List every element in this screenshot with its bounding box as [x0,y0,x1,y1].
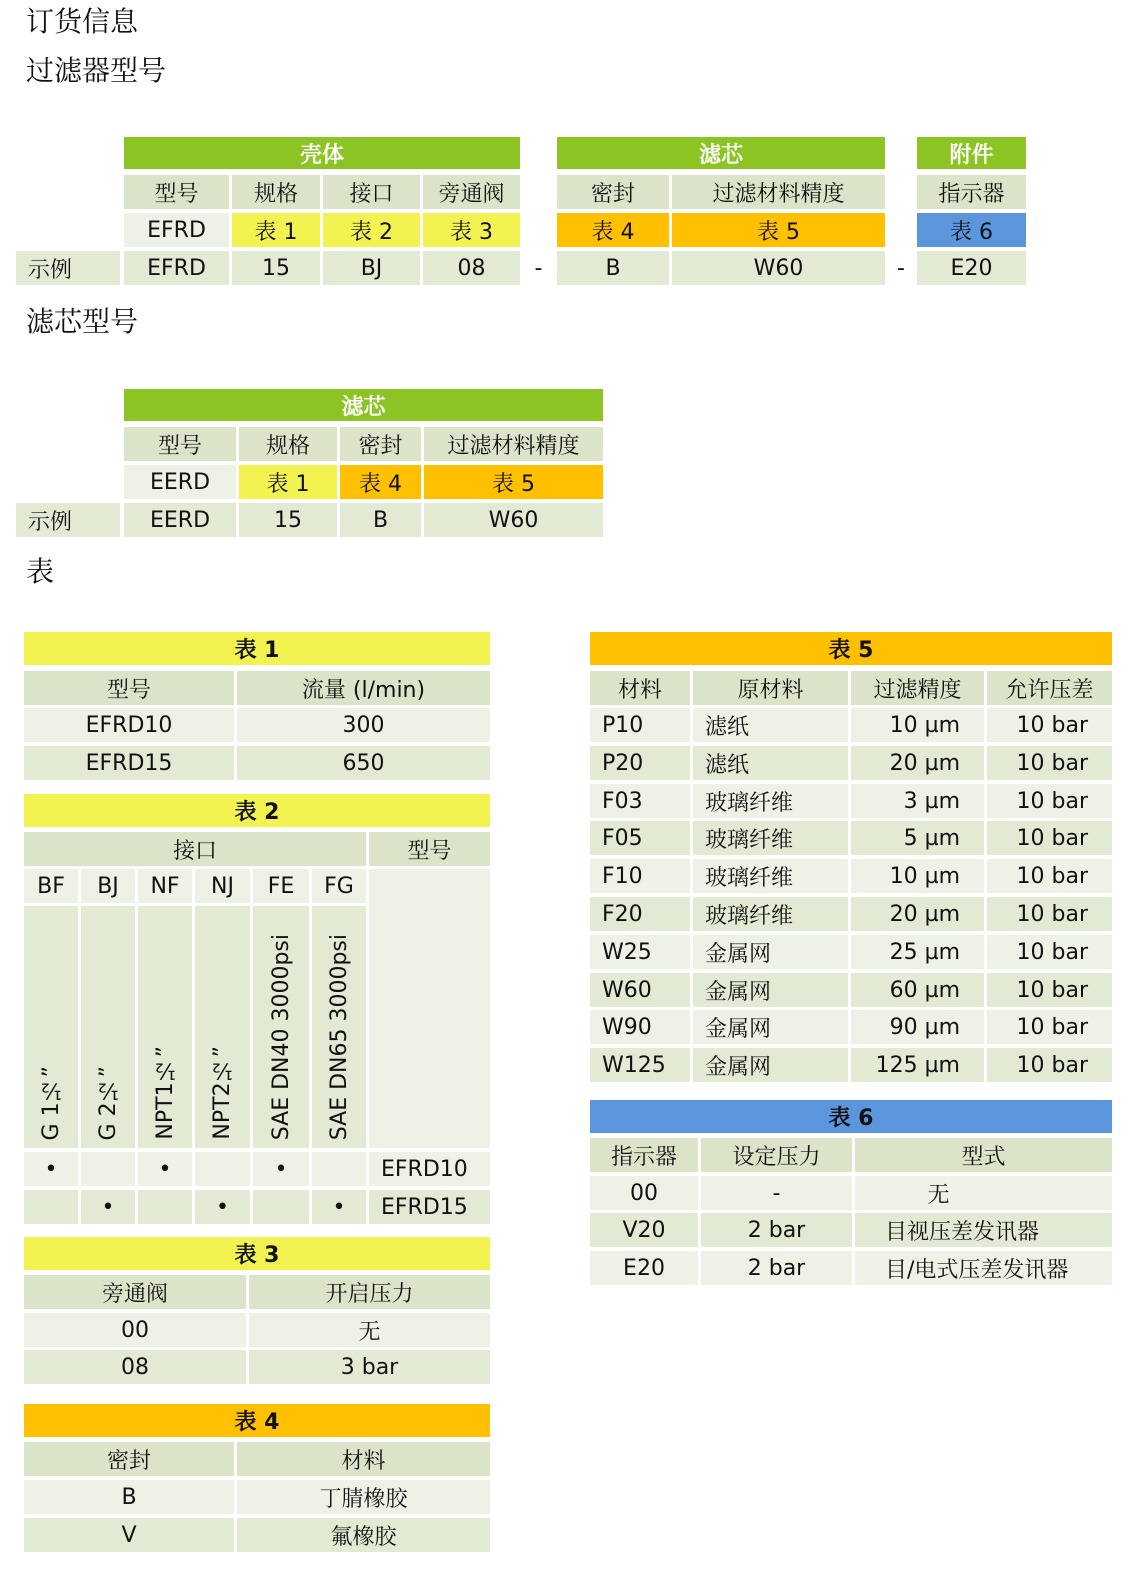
example-port: BJ [323,251,420,285]
table-cell: W125 [590,1048,690,1082]
mark-cell [312,1152,366,1186]
header-model: 型号 [124,175,229,209]
ref-table-5: 表 5 [424,465,603,499]
group-housing: 壳体 [124,137,520,169]
table-4-title: 表 4 [24,1404,490,1437]
table-cell: 00 [24,1313,246,1347]
table-cell: 20 µm [851,746,984,780]
table-cell: EFRD15 [24,746,234,780]
port-description-text: G 2½” [95,1065,121,1140]
table-cell: 90 µm [851,1010,984,1044]
mark-cell: • [24,1152,78,1186]
table-2-title: 表 2 [24,794,490,827]
table-5-header: 材料 [590,671,690,705]
header-seal: 密封 [340,427,421,461]
port-description [253,906,309,1148]
mark-cell: • [81,1190,135,1224]
ref-table-2: 表 2 [323,213,420,247]
example-label: 示例 [16,503,120,537]
example-label: 示例 [16,251,120,285]
table-cell: B [24,1480,234,1514]
table-5-header: 过滤精度 [851,671,984,705]
table-2-model-header: 型号 [369,832,490,866]
ref-table-1: 表 1 [232,213,320,247]
table-cell: 滤纸 [693,746,848,780]
ref-table-4: 表 4 [557,213,669,247]
order-info-heading: 订货信息 [26,5,139,38]
table-cell: 金属网 [693,1048,848,1082]
table-5-header: 允许压差 [987,671,1112,705]
table-cell: 10 bar [987,1048,1112,1082]
table-cell: 3 µm [851,784,984,818]
example-seal: B [557,251,669,285]
mark-cell [24,1190,78,1224]
example-media: W60 [672,251,885,285]
ref-model: EFRD [124,213,229,247]
example-size: 15 [232,251,320,285]
table-2-model-spacer [369,869,490,1148]
table-1-title: 表 1 [24,632,490,665]
table-cell: 60 µm [851,973,984,1007]
table-cell: 10 bar [987,784,1112,818]
header-model: 型号 [124,427,236,461]
port-description [24,906,78,1148]
table-6-title: 表 6 [590,1100,1112,1133]
table-cell: 滤纸 [693,708,848,742]
mark-cell: • [312,1190,366,1224]
table-1-header: 型号 [24,671,234,705]
table-cell: 玻璃纤维 [693,821,848,855]
example-media: W60 [424,503,603,537]
table-cell: 10 bar [987,935,1112,969]
table-cell: 10 bar [987,708,1112,742]
table-4-header: 密封 [24,1442,234,1476]
table-cell: 10 bar [987,746,1112,780]
table-cell: 金属网 [693,935,848,969]
port-description-text: NPT1½” [152,1046,178,1140]
example-seal: B [340,503,421,537]
table-1-header: 流量 (l/min) [237,671,490,705]
header-size: 规格 [232,175,320,209]
header-media: 过滤材料精度 [424,427,603,461]
table-cell: V [24,1518,234,1552]
mark-cell [195,1152,250,1186]
ref-table-1: 表 1 [239,465,337,499]
table-cell: F05 [590,821,690,855]
ref-table-6: 表 6 [917,213,1026,247]
table-6-header: 设定压力 [701,1138,852,1172]
table-3-title: 表 3 [24,1237,490,1270]
dash-separator: - [897,255,905,281]
port-description [312,906,366,1148]
table-4-header: 材料 [237,1442,490,1476]
mark-cell: • [138,1152,192,1186]
mark-cell [138,1190,192,1224]
group-element: 滤芯 [557,137,885,169]
table-cell: 125 µm [851,1048,984,1082]
table-cell: F20 [590,897,690,931]
header-media: 过滤材料精度 [672,175,885,209]
port-code: BF [24,869,78,903]
table-6-header: 型式 [855,1138,1112,1172]
table-cell: 玻璃纤维 [693,784,848,818]
port-description-text: G 1½” [38,1065,64,1140]
header-size: 规格 [239,427,337,461]
table-cell: - [701,1176,852,1210]
table-cell: 10 bar [987,821,1112,855]
mark-cell: • [195,1190,250,1224]
example-indicator: E20 [917,251,1026,285]
example-size: 15 [239,503,337,537]
table-cell: 10 bar [987,1010,1112,1044]
table-cell: 20 µm [851,897,984,931]
table-cell: P10 [590,708,690,742]
port-description-text: SAE DN65 3000psi [326,933,352,1140]
table-cell: 无 [855,1176,1112,1210]
tables-heading: 表 [26,555,55,588]
table-cell: 氟橡胶 [237,1518,490,1552]
table-6-header: 指示器 [590,1138,698,1172]
port-code: NF [138,869,192,903]
example-bypass: 08 [423,251,520,285]
model-cell: EFRD15 [369,1190,490,1224]
table-cell: F03 [590,784,690,818]
port-description [138,906,192,1148]
table-cell: W60 [590,973,690,1007]
table-cell: 300 [237,708,490,742]
ref-table-3: 表 3 [423,213,520,247]
header-seal: 密封 [557,175,669,209]
mark-cell: • [253,1152,309,1186]
port-code: NJ [195,869,250,903]
table-2-port-header: 接口 [24,832,366,866]
table-cell: 10 bar [987,859,1112,893]
table-cell: P20 [590,746,690,780]
table-cell: 玻璃纤维 [693,897,848,931]
dash-separator: - [534,255,543,281]
table-cell: 25 µm [851,935,984,969]
table-cell: W25 [590,935,690,969]
table-cell: 目/电式压差发讯器 [855,1251,1112,1285]
header-port: 接口 [323,175,420,209]
table-cell: 丁腈橡胶 [237,1480,490,1514]
table-5-title: 表 5 [590,632,1112,665]
port-description [195,906,250,1148]
header-indicator: 指示器 [917,175,1026,209]
table-cell: 2 bar [701,1213,852,1247]
element-model-heading: 滤芯型号 [26,305,139,338]
table-cell: 650 [237,746,490,780]
table-cell: 5 µm [851,821,984,855]
header-bypass: 旁通阀 [423,175,520,209]
mark-cell [253,1190,309,1224]
example-model: EERD [124,503,236,537]
table-cell: F10 [590,859,690,893]
table-cell: 无 [249,1313,490,1347]
ref-table-5: 表 5 [672,213,885,247]
table-cell: E20 [590,1251,698,1285]
table-cell: 08 [24,1350,246,1384]
group-element: 滤芯 [124,389,603,421]
table-3-header: 开启压力 [249,1275,490,1309]
model-cell: EFRD10 [369,1152,490,1186]
table-cell: 10 bar [987,897,1112,931]
port-code: FG [312,869,366,903]
table-cell: 玻璃纤维 [693,859,848,893]
group-accessory: 附件 [917,137,1026,169]
ref-table-4: 表 4 [340,465,421,499]
table-cell: 10 µm [851,859,984,893]
table-cell: EFRD10 [24,708,234,742]
table-cell: 金属网 [693,973,848,1007]
table-cell: 10 µm [851,708,984,742]
port-description [81,906,135,1148]
table-cell: 目视压差发讯器 [855,1213,1112,1247]
table-cell: V20 [590,1213,698,1247]
port-code: BJ [81,869,135,903]
mark-cell [81,1152,135,1186]
table-3-header: 旁通阀 [24,1275,246,1309]
port-description-text: SAE DN40 3000psi [268,933,294,1140]
port-description-text: NPT2½” [210,1046,235,1140]
ref-model: EERD [124,465,236,499]
table-5-header: 原材料 [693,671,848,705]
table-cell: 10 bar [987,973,1112,1007]
table-cell: W90 [590,1010,690,1044]
table-cell: 00 [590,1176,698,1210]
table-cell: 3 bar [249,1350,490,1384]
example-model: EFRD [124,251,229,285]
port-code: FE [253,869,309,903]
table-cell: 金属网 [693,1010,848,1044]
table-cell: 2 bar [701,1251,852,1285]
filter-model-heading: 过滤器型号 [26,54,167,87]
